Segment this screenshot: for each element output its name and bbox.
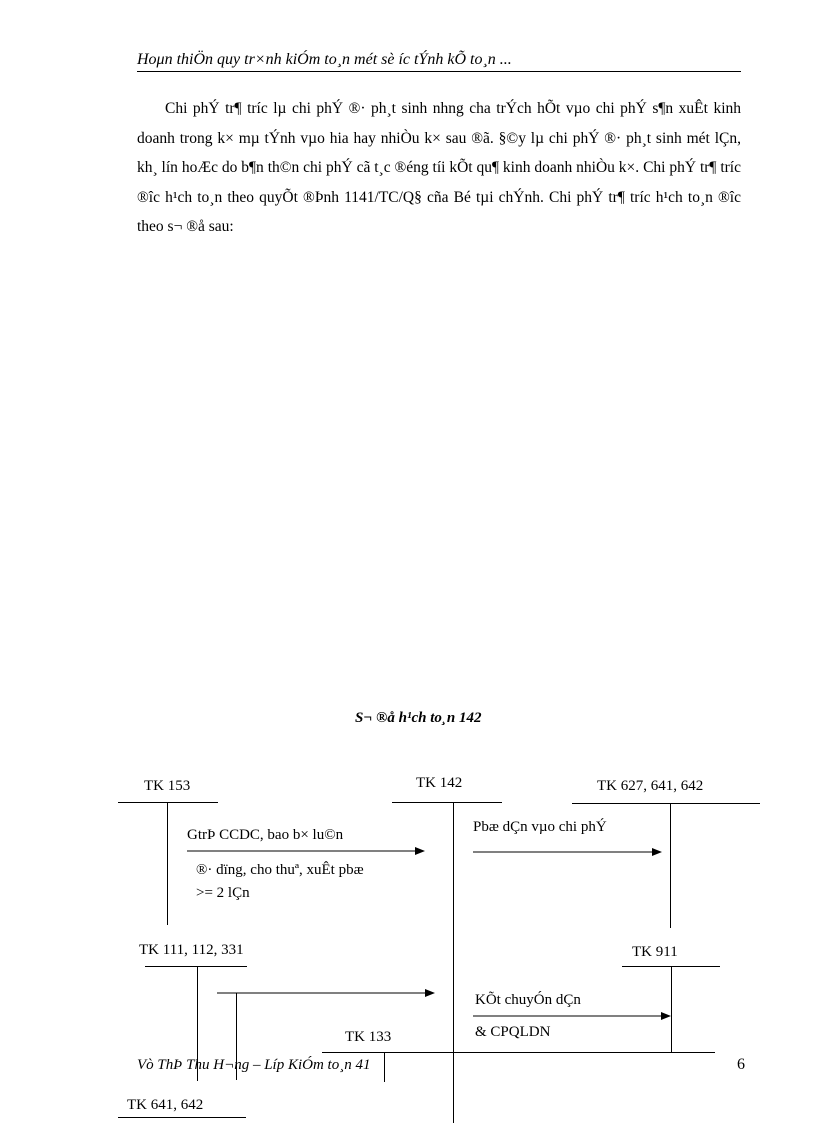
arrow-allocate-head	[652, 848, 662, 856]
flow-transfer-line1: KÕt chuyÓn dÇn	[475, 992, 581, 1008]
account-tk142: TK 142	[416, 775, 463, 791]
flow-ccdc-line1: GtrÞ CCDC, bao b× lu©n	[187, 827, 344, 843]
account-tk133: TK 133	[345, 1029, 392, 1045]
arrow-ccdc-head	[415, 847, 425, 855]
account-tk641: TK 641, 642	[127, 1097, 204, 1113]
arrow-transfer-head	[661, 1012, 671, 1020]
account-tk627: TK 627, 641, 642	[597, 778, 704, 794]
flow-ccdc-line2: ®· dïng, cho thuª, xuÊt pbæ	[196, 862, 364, 878]
account-tk153: TK 153	[144, 778, 191, 794]
arrow-tk111-head	[425, 989, 435, 997]
account-tk911: TK 911	[632, 944, 678, 960]
flow-ccdc-line3: >= 2 lÇn	[196, 885, 250, 901]
paragraph: Chi phÝ tr¶ tríc lµ chi phÝ ®· ph¸t sinh nhng cha trÝch hÕt vµo chi phÝ s¶n xuÊt kinh doanh trong k× mµ tÝnh vµo hia hay nhiÒu k× sau ®ã. §©y lµ chi phÝ ®· ph¸t sinh mét lÇn, kh¸ lín hoÆc do b¶n th©n chi phÝ cã t¸c ®éng tíi kÕt qu¶ kinh doanh nhiÒu k×. Chi phÝ tr¶ tríc ®îc h¹ch to¸n theo quyÕt ®Þnh 1141/TC/Q§ cña Bé tµi chÝnh. Chi phÝ tr¶ tríc h¹ch to¸n ®îc theo s¬ ®å sau:	[137, 100, 741, 235]
account-tk111: TK 111, 112, 331	[139, 942, 244, 958]
page-footer: Vò ThÞ Thu H¬ng – Líp KiÓm to¸n 41	[137, 1057, 371, 1073]
flow-allocate: Pbæ dÇn vµo chi phÝ	[473, 819, 607, 835]
page-header: Hoμn thiÖn quy tr×nh kiÓm to¸n mét sè íc tÝnh kÕ to¸n ...	[137, 51, 512, 68]
diagram-title: S¬ ®å h¹ch to¸n 142	[355, 710, 482, 726]
flow-transfer-line2: & CPQLDN	[475, 1024, 551, 1040]
page-number: 6	[737, 1056, 745, 1073]
